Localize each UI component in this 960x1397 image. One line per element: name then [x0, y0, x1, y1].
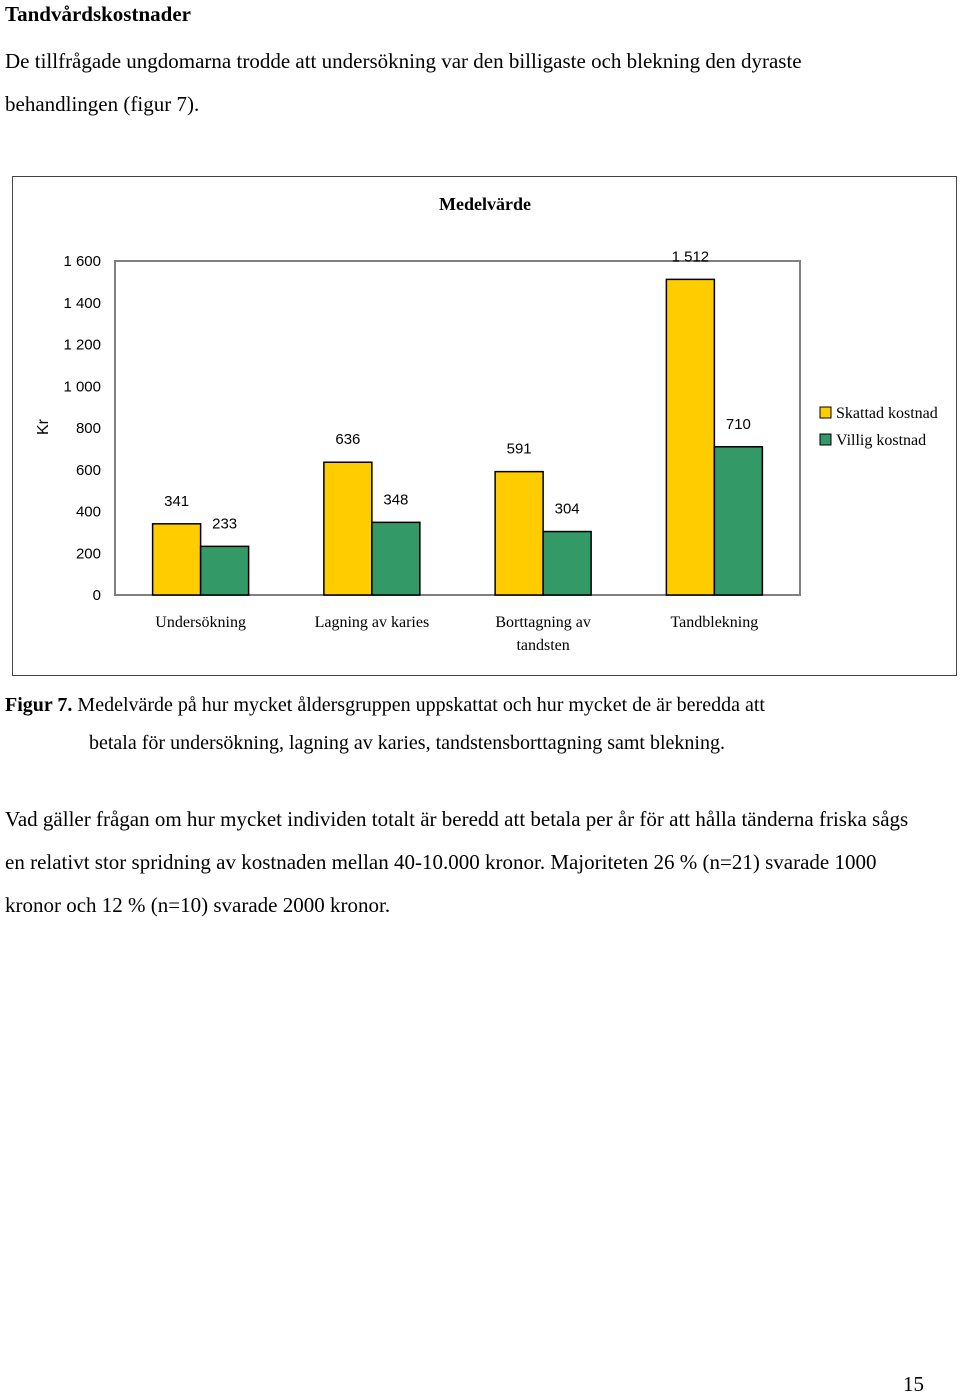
x-tick-label: Borttagning av — [495, 614, 591, 631]
caption-line-2: betala för undersökning, lagning av karies, tandstensborttagning samt blekning. — [89, 732, 725, 754]
figure-caption — [5, 686, 885, 762]
bar — [495, 472, 543, 595]
y-tick-label: 0 — [92, 587, 101, 604]
bar — [153, 524, 201, 595]
bar — [714, 447, 762, 595]
x-tick-label: Tandblekning — [670, 614, 759, 631]
y-tick-label: 1 600 — [63, 253, 101, 270]
legend-label: Villig kostnad — [836, 432, 927, 449]
data-label: 591 — [506, 440, 532, 458]
intro-paragraph: De tillfrågade ungdomarna trodde att undersökning var den billigaste och blekning den dyraste behandlingen (figur 7). — [5, 49, 802, 116]
x-tick-label: tandsten — [516, 637, 570, 654]
bar — [324, 462, 372, 595]
x-tick-label: Undersökning — [155, 614, 246, 631]
data-label: 233 — [212, 515, 238, 533]
data-label: 710 — [725, 415, 751, 433]
bar — [666, 279, 714, 595]
x-tick-label: Lagning av karies — [314, 614, 430, 631]
bar — [372, 522, 420, 595]
caption-label: Figur 7. — [5, 694, 73, 716]
y-tick-label: 1 200 — [63, 336, 101, 354]
chart-title: Medelvärde — [439, 194, 531, 214]
body-paragraph: Vad gäller frågan om hur mycket individen totalt är beredd att betala per år för att hålla tänderna friska sågs en relativt stor spridning av kostnaden mellan 40-10.000 kronor. Majoriteten 26 % (n=21) svarade 1000 kronor och 12 % (n=10) svarade 2000 kronor. — [5, 807, 909, 917]
page-number: 15 — [903, 1372, 924, 1396]
data-label: 1 512 — [671, 248, 710, 266]
legend-swatch — [820, 407, 831, 418]
y-axis-label: Kr — [35, 419, 52, 435]
bar — [201, 546, 249, 595]
legend-label: Skattad kostnad — [836, 405, 938, 422]
y-tick-label: 400 — [75, 503, 101, 521]
y-tick-label: 1 400 — [63, 294, 101, 312]
legend-swatch — [820, 434, 831, 445]
section-heading: Tandvårdskostnader — [5, 2, 191, 26]
data-label: 348 — [383, 491, 409, 509]
y-tick-label: 600 — [75, 461, 101, 479]
y-tick-label: 200 — [75, 545, 101, 563]
bar-chart — [13, 177, 956, 675]
caption-line-1: Medelvärde på hur mycket åldersgruppen uppskattat och hur mycket de är beredda att — [72, 694, 765, 716]
y-tick-label: 800 — [75, 420, 101, 437]
y-tick-label: 1 000 — [63, 378, 101, 396]
data-label: 636 — [335, 431, 361, 449]
bar — [543, 532, 591, 595]
chart-frame — [12, 176, 957, 676]
data-label: 304 — [554, 500, 580, 518]
data-label: 341 — [164, 492, 190, 510]
